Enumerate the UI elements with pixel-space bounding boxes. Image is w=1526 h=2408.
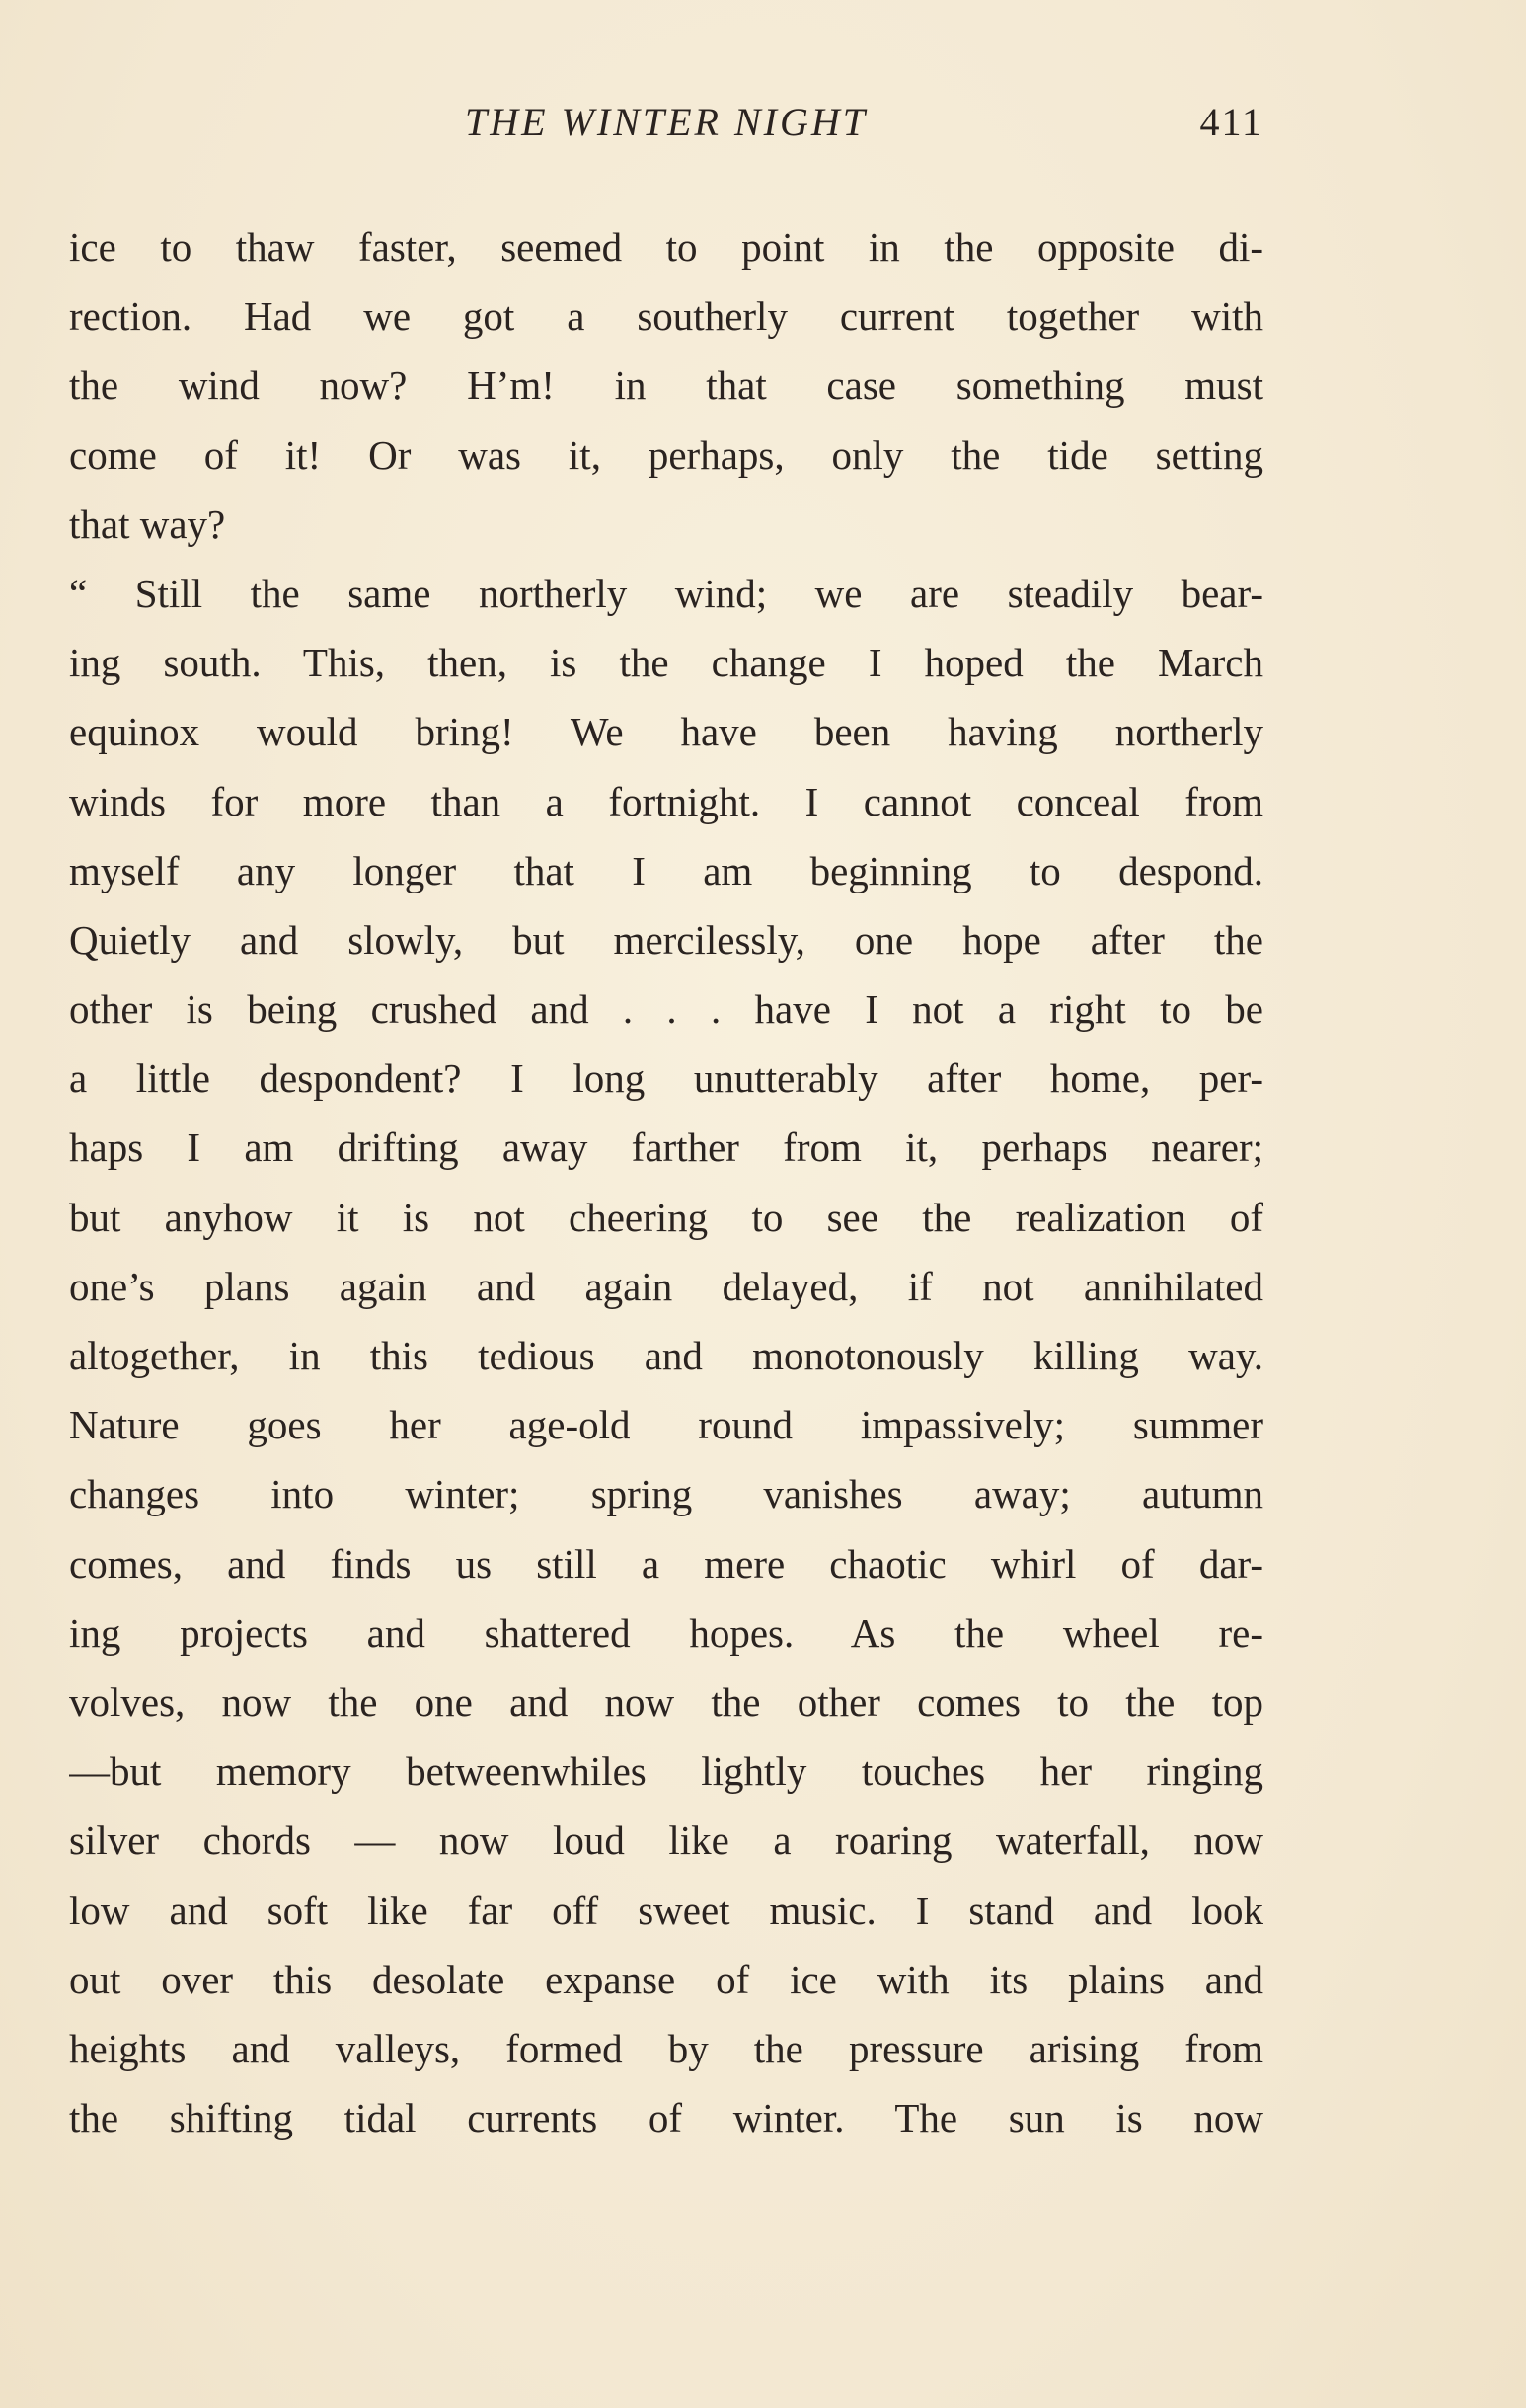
text-line: other is being crushed and . . . have I not a right to be <box>69 986 1263 1033</box>
text-line: the wind now? H’m! in that case something must <box>69 362 1263 409</box>
text-line: but anyhow it is not cheering to see the realization of <box>69 1194 1263 1240</box>
running-title: THE WINTER NIGHT <box>464 100 869 144</box>
text-line: comes, and finds us still a mere chaotic whirl of dar- <box>69 1540 1263 1587</box>
text-line: —but memory betweenwhiles lightly touches her ringing <box>69 1748 1263 1795</box>
text-line: come of it! Or was it, perhaps, only the tide setting <box>69 431 1263 478</box>
text-line: silver chords — now loud like a roaring waterfall, now <box>69 1818 1263 1864</box>
text-line: changes into winter; spring vanishes away; autumn <box>69 1471 1263 1517</box>
text-line: Quietly and slowly, but mercilessly, one hope after the <box>69 916 1263 963</box>
text-line: equinox would bring! We have been having northerly <box>69 709 1263 755</box>
text-line: myself any longer that I am beginning to despond. <box>69 847 1263 893</box>
text-line: out over this desolate expanse of ice with its plains and <box>69 1956 1263 2002</box>
body-text <box>69 212 1263 2152</box>
page-header <box>69 99 1263 158</box>
text-line: a little despondent? I long unutterably after home, per- <box>69 1055 1263 1102</box>
text-line: altogether, in this tedious and monotonously killing way. <box>69 1333 1263 1378</box>
text-line: low and soft like far off sweet music. I stand and look <box>69 1887 1263 1933</box>
text-line: ing projects and shattered hopes. As the wheel re- <box>69 1609 1263 1656</box>
text-line: ice to thaw faster, seemed to point in the opposite di- <box>69 224 1263 270</box>
text-line: heights and valleys, formed by the pressure arising from <box>69 2025 1263 2071</box>
text-line: winds for more than a fortnight. I cannot conceal from <box>69 778 1263 824</box>
text-line: that way? <box>69 501 226 547</box>
text-line: “ Still the same northerly wind; we are steadily bear- <box>69 570 1263 616</box>
text-line: the shifting tidal currents of winter. The sun is now <box>69 2095 1263 2141</box>
text-line: volves, now the one and now the other comes to the top <box>69 1678 1263 1725</box>
text-line: Nature goes her age-old round impassively; summer <box>69 1402 1263 1448</box>
text-line: ing south. This, then, is the change I hoped the March <box>69 640 1263 686</box>
text-line: haps I am drifting away farther from it, perhaps nearer; <box>69 1125 1263 1171</box>
page-number: 411 <box>1199 100 1263 144</box>
text-line: rection. Had we got a southerly current together with <box>69 293 1263 340</box>
text-line: one’s plans again and again delayed, if not annihilated <box>69 1263 1263 1309</box>
